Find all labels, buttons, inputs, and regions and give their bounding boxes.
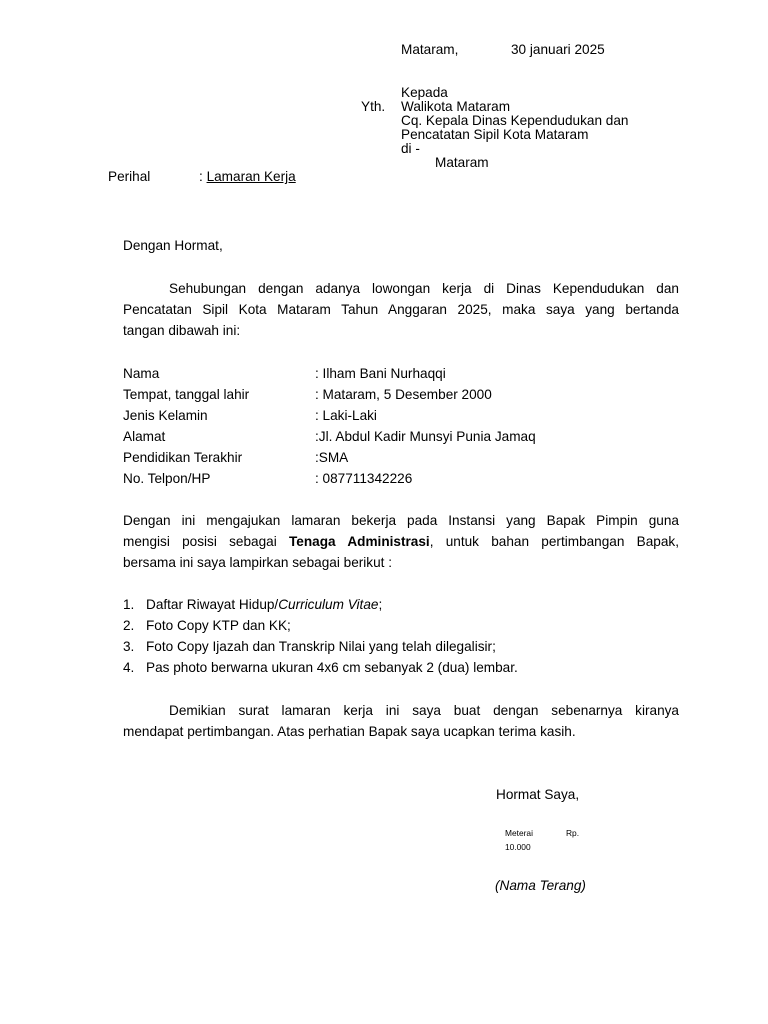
closing-line-1: Demikian surat lamaran kerja ini saya buat dengan sebenarnya kiranya: [169, 703, 679, 718]
signer-name: (Nama Terang): [495, 878, 586, 893]
intro-line-1: Sehubungan dengan adanya lowongan kerja di Dinas Kependudukan dan: [169, 281, 679, 296]
list-item: Foto Copy KTP dan KK;: [146, 618, 291, 633]
application-line-2-pre: mengisi posisi sebagai: [123, 534, 289, 549]
letter-date: 30 januari 2025: [511, 42, 605, 57]
identity-value: : Ilham Bani Nurhaqqi: [315, 366, 446, 381]
greeting: Dengan Hormat,: [123, 238, 223, 253]
stamp-duty-currency: Rp.: [566, 828, 580, 838]
application-line-2-post: , untuk bahan pertimbangan Bapak,: [429, 534, 680, 549]
list-item-italic: Curriculum Vitae: [278, 597, 379, 612]
subject-value: Lamaran Kerja: [206, 169, 296, 184]
identity-value: :SMA: [315, 450, 349, 465]
recipient-line-2: Cq. Kepala Dinas Kependudukan dan: [401, 113, 629, 128]
subject-line: [199, 169, 296, 185]
subject-colon: :: [199, 169, 207, 184]
identity-label: Tempat, tanggal lahir: [123, 387, 250, 402]
position-title: Tenaga Administrasi: [289, 534, 430, 549]
identity-value: : Mataram, 5 Desember 2000: [315, 387, 492, 402]
list-item: Pas photo berwarna ukuran 4x6 cm sebanyak 2 (dua) lembar.: [146, 660, 518, 675]
stamp-duty-amount: 10.000: [505, 842, 531, 852]
stamp-duty-label: Meterai: [505, 828, 533, 838]
recipient-line-1: Walikota Mataram: [401, 99, 511, 114]
application-line-3: bersama ini saya lampirkan sebagai berikut :: [123, 555, 392, 570]
subject-label: Perihal: [108, 169, 151, 184]
identity-label: Jenis Kelamin: [123, 408, 208, 423]
recipient-kepada: Kepada: [401, 85, 448, 100]
recipient-line-3: Pencatatan Sipil Kota Mataram: [401, 127, 589, 142]
recipient-yth: Yth.: [361, 99, 386, 114]
list-item: Foto Copy Ijazah dan Transkrip Nilai yang telah dilegalisir;: [146, 639, 496, 654]
list-item-number: 3.: [123, 639, 135, 654]
regards: Hormat Saya,: [496, 787, 580, 802]
list-item-number: 1.: [123, 597, 135, 612]
identity-label: Pendidikan Terakhir: [123, 450, 243, 465]
identity-value: : 087711342226: [315, 471, 413, 486]
recipient-line-4: di -: [401, 141, 420, 156]
list-item-number: 2.: [123, 618, 135, 633]
identity-label: No. Telpon/HP: [123, 471, 211, 486]
letter-city: Mataram,: [401, 42, 459, 57]
identity-label: Nama: [123, 366, 160, 381]
recipient-line-5: Mataram: [435, 155, 489, 170]
intro-line-2: Pencatatan Sipil Kota Mataram Tahun Anggaran 2025, maka saya yang bertanda: [123, 302, 679, 317]
list-item-suffix: ;: [378, 597, 383, 612]
list-item-text: Daftar Riwayat Hidup/: [146, 597, 279, 612]
identity-value: : Laki-Laki: [315, 408, 377, 423]
application-line-1: Dengan ini mengajukan lamaran bekerja pada Instansi yang Bapak Pimpin guna: [123, 513, 679, 528]
identity-label: Alamat: [123, 429, 166, 444]
identity-value: :Jl. Abdul Kadir Munsyi Punia Jamaq: [315, 429, 536, 444]
closing-line-2: mendapat pertimbangan. Atas perhatian Bapak saya ucapkan terima kasih.: [123, 724, 576, 739]
intro-line-3: tangan dibawah ini:: [123, 323, 241, 338]
application-line-2: [123, 534, 679, 550]
list-item-number: 4.: [123, 660, 135, 675]
list-item: [146, 597, 382, 613]
